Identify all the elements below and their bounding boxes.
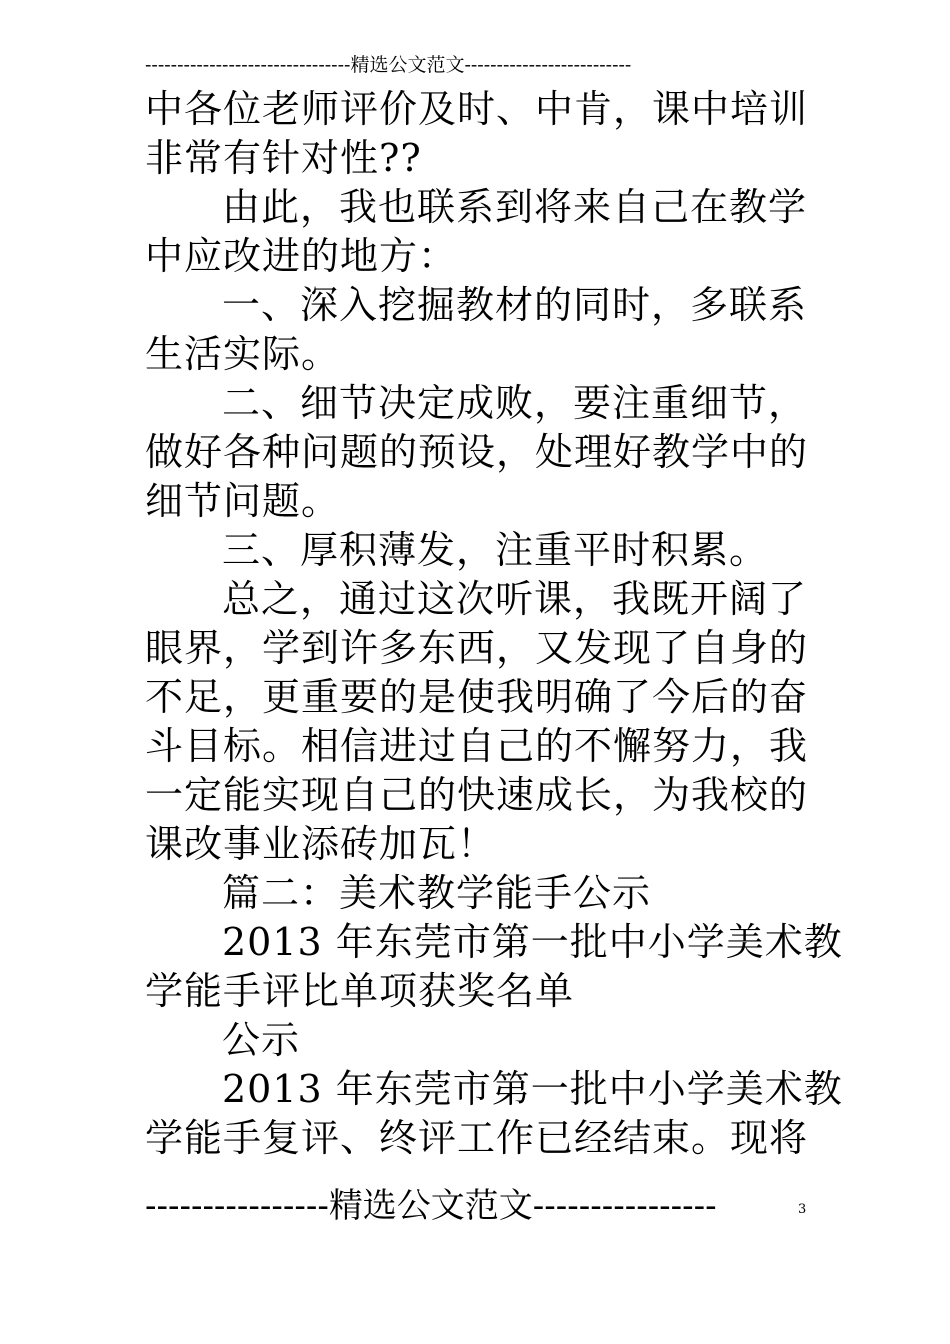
body-line: 细节问题。 — [145, 479, 341, 523]
paragraph-line: 公示 — [222, 1018, 301, 1062]
body-line: 眼界，学到许多东西，又发现了自身的 — [145, 626, 809, 670]
body-line: 一定能实现自己的快速成长，为我校的 — [145, 773, 809, 817]
section-heading: 篇二：美术教学能手公示 — [222, 871, 652, 915]
body-line: 学能手评比单项获奖名单 — [145, 969, 575, 1013]
paragraph-line: 2013 年东莞市第一批中小学美术教 — [222, 1067, 843, 1111]
paragraph-line: 2013 年东莞市第一批中小学美术教 — [222, 920, 843, 964]
paragraph-line: 由此，我也联系到将来自己在教学 — [222, 185, 808, 229]
document-body — [145, 85, 843, 1163]
body-line: 学能手复评、终评工作已经结束。现将 — [145, 1116, 809, 1160]
paragraph-line: 一、深入挖掘教材的同时，多联系 — [222, 283, 808, 327]
page-footer: ----------------精选公文范文---------------- — [145, 1186, 717, 1226]
paragraph-line: 总之，通过这次听课，我既开阔了 — [222, 577, 808, 621]
body-line: 做好各种问题的预设，处理好教学中的 — [145, 430, 809, 474]
body-line: 中应改进的地方： — [145, 234, 458, 278]
body-line: 非常有针对性?? — [145, 136, 422, 180]
page-header: --------------------------------精选公文范文-------------------------- — [145, 54, 632, 76]
body-line: 中各位老师评价及时、中肯，课中培训 — [145, 87, 809, 131]
paragraph-line: 三、厚积薄发，注重平时积累。 — [222, 528, 769, 572]
paragraph-line: 二、细节决定成败，要注重细节， — [222, 381, 808, 425]
body-line: 课改事业添砖加瓦！ — [145, 822, 497, 866]
page-number: 3 — [798, 1202, 807, 1217]
body-line: 斗目标。相信进过自己的不懈努力，我 — [145, 724, 809, 768]
body-line: 不足，更重要的是使我明确了今后的奋 — [145, 675, 809, 719]
body-line: 生活实际。 — [145, 332, 341, 376]
